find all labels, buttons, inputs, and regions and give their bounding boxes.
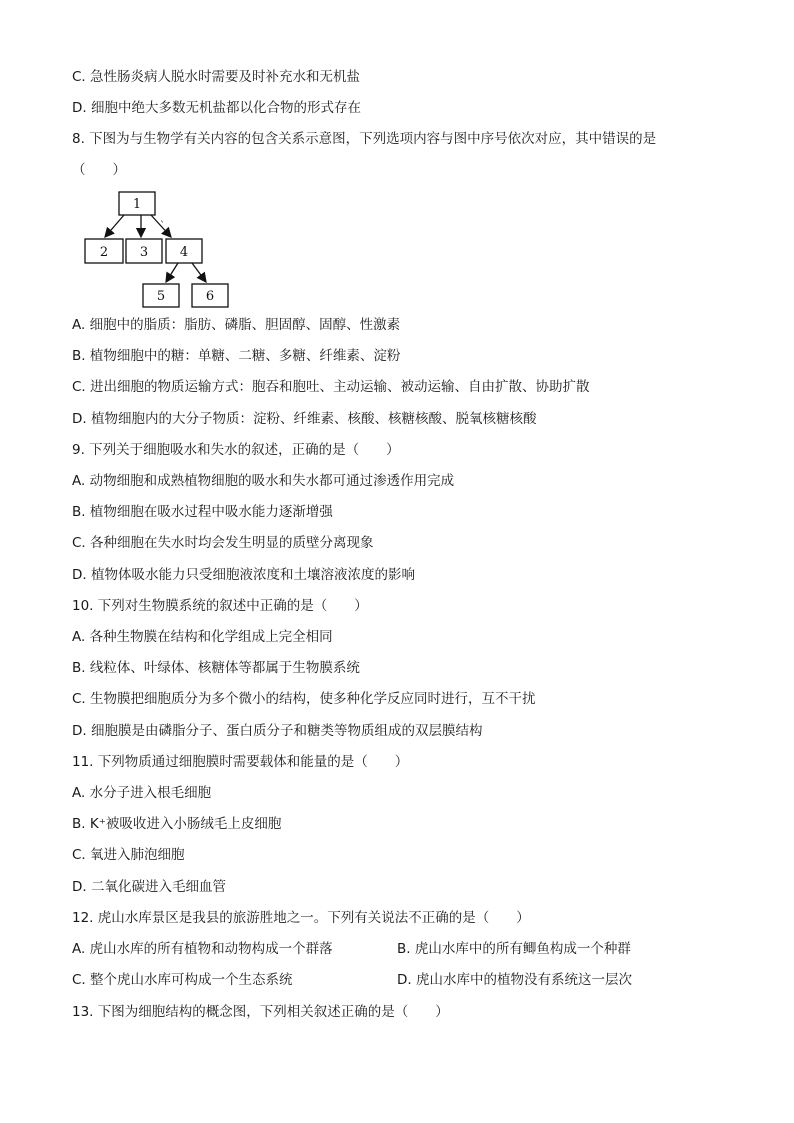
q11-option-b: B. K⁺被吸收进入小肠绒毛上皮细胞 bbox=[72, 816, 282, 832]
q12-option-d: D. 虎山水库中的植物没有系统这一层次 bbox=[397, 972, 632, 988]
q7-option-c: C. 急性肠炎病人脱水时需要及时补充水和无机盐 bbox=[72, 69, 361, 85]
q10-option-b: B. 线粒体、叶绿体、核糖体等都属于生物膜系统 bbox=[72, 660, 360, 676]
diagram-arrow-1-2 bbox=[105, 215, 124, 237]
diagram-box-3 bbox=[126, 239, 162, 263]
q9-option-c: C. 各种细胞在失水时均会发生明显的质壁分离现象 bbox=[72, 535, 374, 551]
diagram-label-1: 1 bbox=[132, 197, 142, 212]
q8-option-c: C. 进出细胞的物质运输方式：胞吞和胞吐、主动运输、被动运输、自由扩散、协助扩散 bbox=[72, 379, 590, 395]
q11-option-c: C. 氧进入肺泡细胞 bbox=[72, 847, 185, 863]
q9-stem: 9. 下列关于细胞吸水和失水的叙述，正确的是（ ） bbox=[72, 442, 400, 458]
q8-option-a: A. 细胞中的脂质：脂肪、磷脂、胆固醇、固醇、性激素 bbox=[72, 317, 401, 333]
q9-option-a: A. 动物细胞和成熟植物细胞的吸水和失水都可通过渗透作用完成 bbox=[72, 473, 455, 489]
diagram-tick-mark: ` bbox=[160, 221, 165, 232]
q12-option-c: C. 整个虎山水库可构成一个生态系统 bbox=[72, 972, 293, 988]
q10-option-c: C. 生物膜把细胞质分为多个微小的结构，使多种化学反应同时进行，互不干扰 bbox=[72, 691, 536, 707]
diagram-box-4 bbox=[166, 239, 202, 263]
diagram-label-4: 4 bbox=[179, 245, 189, 260]
diagram-box-1 bbox=[119, 192, 155, 215]
q11-option-a: A. 水分子进入根毛细胞 bbox=[72, 785, 212, 801]
q8-stem: 8. 下图为与生物学有关内容的包含关系示意图，下列选项内容与图中序号依次对应，其中错误的是 bbox=[72, 131, 657, 147]
diagram-label-6: 6 bbox=[205, 289, 215, 304]
q10-stem: 10. 下列对生物膜系统的叙述中正确的是（ ） bbox=[72, 598, 368, 614]
q7-option-d: D. 细胞中绝大多数无机盐都以化合物的形式存在 bbox=[72, 100, 361, 116]
q8-option-d: D. 植物细胞内的大分子物质：淀粉、纤维素、核酸、核糖核酸、脱氧核糖核酸 bbox=[72, 411, 537, 427]
q8-option-b: B. 植物细胞中的糖：单糖、二糖、多糖、纤维素、淀粉 bbox=[72, 348, 401, 364]
q11-option-d: D. 二氧化碳进入毛细血管 bbox=[72, 879, 226, 895]
diagram-label-5: 5 bbox=[156, 289, 166, 304]
q8-paren: （ ） bbox=[72, 162, 126, 178]
q10-option-d: D. 细胞膜是由磷脂分子、蛋白质分子和糖类等物质组成的双层膜结构 bbox=[72, 723, 483, 739]
diagram-label-2: 2 bbox=[99, 245, 109, 260]
q13-stem: 13. 下图为细胞结构的概念图，下列相关叙述正确的是（ ） bbox=[72, 1004, 449, 1020]
q12-option-b: B. 虎山水库中的所有鲫鱼构成一个种群 bbox=[397, 941, 631, 957]
q9-option-d: D. 植物体吸水能力只受细胞液浓度和土壤溶液浓度的影响 bbox=[72, 567, 415, 583]
q11-stem: 11. 下列物质通过细胞膜时需要载体和能量的是（ ） bbox=[72, 754, 409, 770]
diagram-box-6 bbox=[192, 284, 228, 307]
diagram-box-5 bbox=[143, 284, 179, 307]
q12-option-a: A. 虎山水库的所有植物和动物构成一个群落 bbox=[72, 941, 333, 957]
diagram-box-2 bbox=[85, 239, 123, 263]
diagram-arrow-4-6 bbox=[192, 263, 206, 282]
q12-stem: 12. 虎山水库景区是我县的旅游胜地之一。下列有关说法不正确的是（ ） bbox=[72, 910, 530, 926]
diagram-arrow-4-5 bbox=[166, 263, 178, 282]
diagram-label-3: 3 bbox=[139, 245, 149, 260]
q9-option-b: B. 植物细胞在吸水过程中吸水能力逐渐增强 bbox=[72, 504, 333, 520]
diagram-arrow-1-4 bbox=[151, 215, 171, 237]
q10-option-a: A. 各种生物膜在结构和化学组成上完全相同 bbox=[72, 629, 333, 645]
